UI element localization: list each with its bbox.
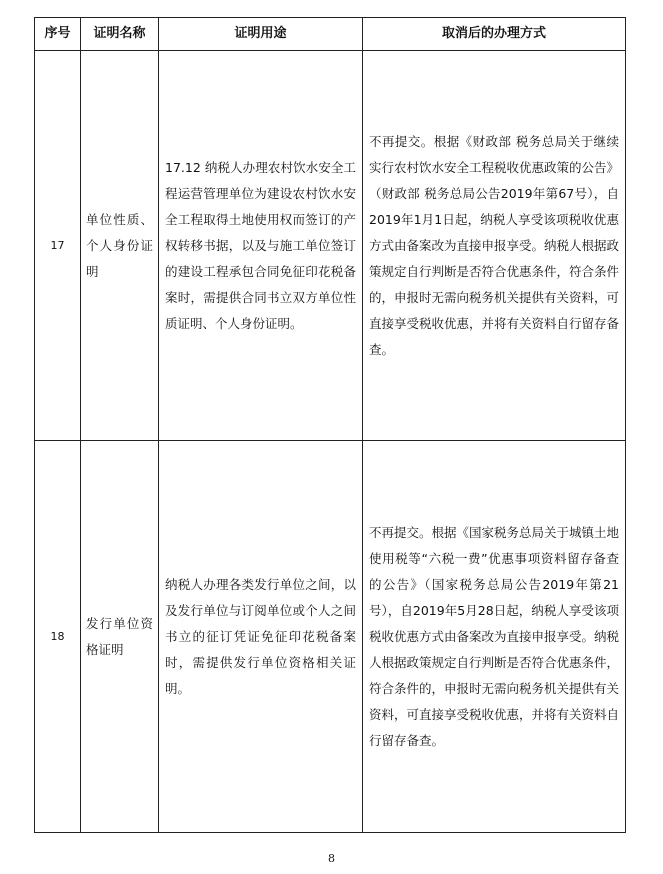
certificate-name: 单位性质、个人身份证明 xyxy=(81,51,159,441)
header-certificate-name: 证明名称 xyxy=(81,18,159,51)
method-after-cancel: 不再提交。根据《国家税务总局关于城镇土地使用税等“六税一费”优惠事项资料留存备查的公告》（国家税务总局公告2019年第21号），自2019年5月28日起，纳税人享受该项税收优惠方式由备案改为直接申报享受。纳税人根据政策规定自行判断是否符合优惠条件，符合条件的，申报时无需向税务机关提供有关资料，可直接享受税收优惠，并将有关资料自行留存备查。 xyxy=(363,441,626,833)
certificate-use: 17.12 纳税人办理农村饮水安全工程运营管理单位为建设农村饮水安全工程取得土地使用权而签订的产权转移书据，以及与施工单位签订的建设工程承包合同免征印花税备案时，需提供合同书立双方单位性质证明、个人身份证明。 xyxy=(159,51,363,441)
certificate-table xyxy=(34,17,626,833)
row-number: 18 xyxy=(35,441,81,833)
page-number: 8 xyxy=(328,852,335,865)
method-after-cancel: 不再提交。根据《财政部 税务总局关于继续实行农村饮水安全工程税收优惠政策的公告》（财政部 税务总局公告2019年第67号），自2019年1月1日起，纳税人享受该项税收优惠方式由备案改为直接申报享受。纳税人根据政策规定自行判断是否符合优惠条件，符合条件的，申报时无需向税务机关提供有关资料，可直接享受税收优惠，并将有关资料自行留存备查。 xyxy=(363,51,626,441)
header-number: 序号 xyxy=(35,18,81,51)
table-row xyxy=(35,441,626,833)
header-method-after-cancel: 取消后的办理方式 xyxy=(363,18,626,51)
header-certificate-use: 证明用途 xyxy=(159,18,363,51)
certificate-use: 纳税人办理各类发行单位之间，以及发行单位与订阅单位或个人之间书立的征订凭证免征印花税备案时，需提供发行单位资格相关证明。 xyxy=(159,441,363,833)
row-number: 17 xyxy=(35,51,81,441)
table-header-row xyxy=(35,18,626,51)
certificate-name: 发行单位资格证明 xyxy=(81,441,159,833)
table-row xyxy=(35,51,626,441)
